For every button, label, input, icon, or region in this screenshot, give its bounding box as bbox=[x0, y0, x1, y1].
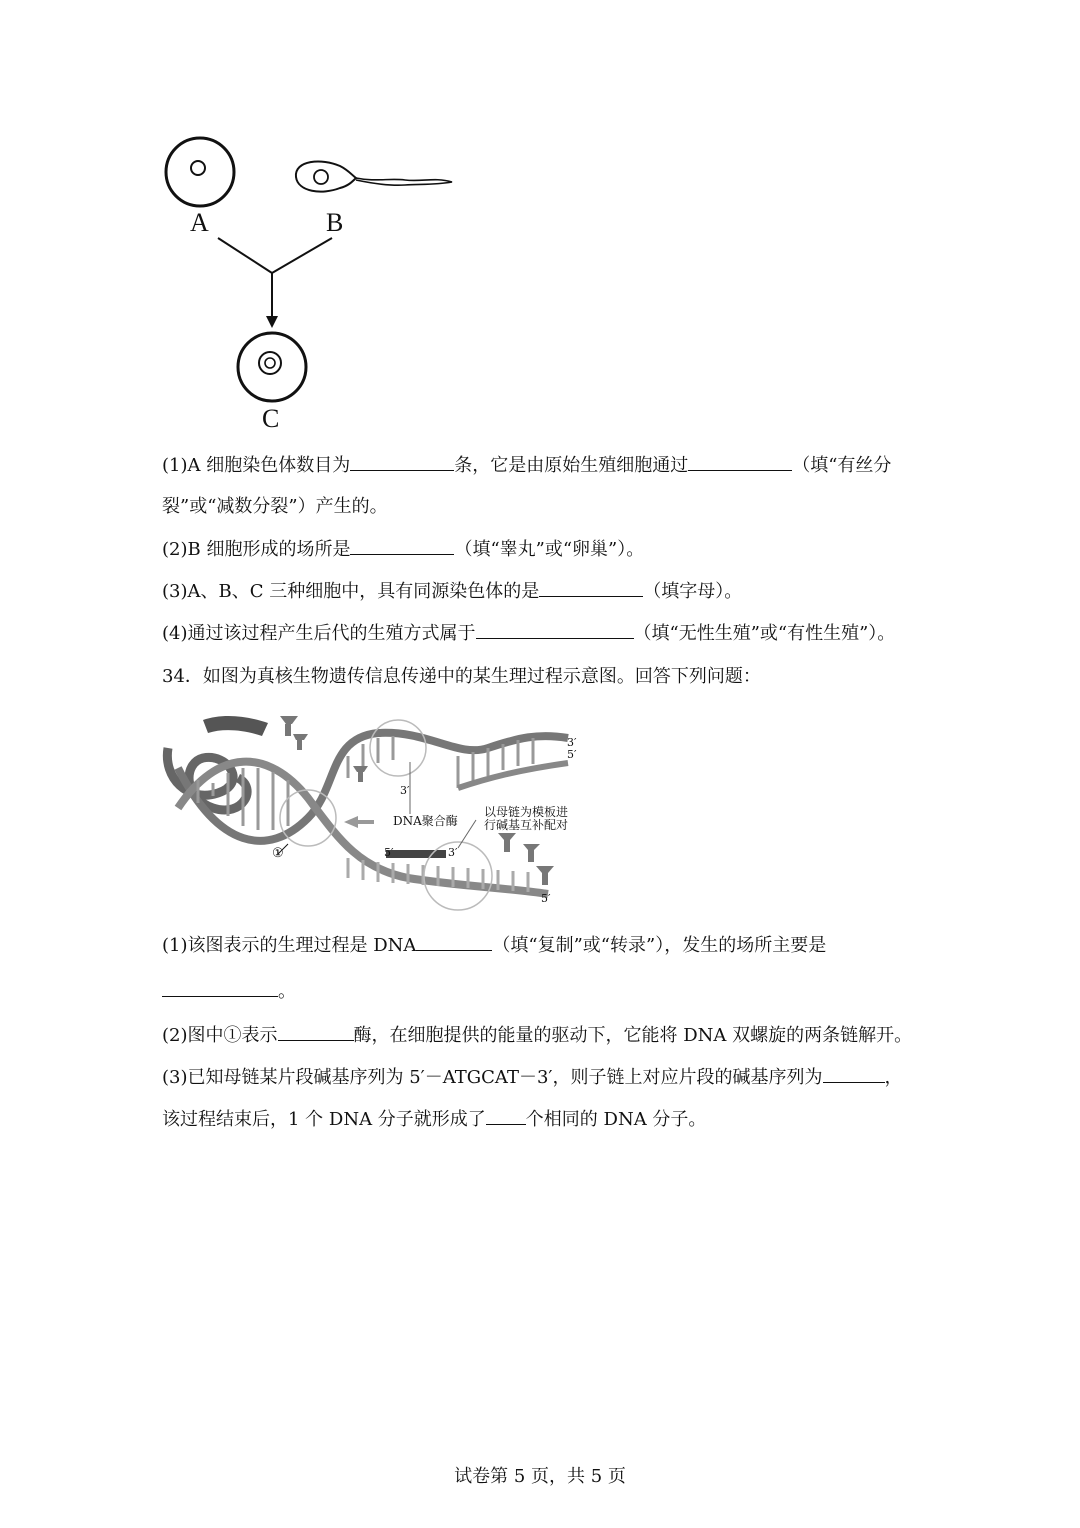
q33-part3: (3)A、B、C 三种细胞中，具有同源染色体的是 （填字母）。 bbox=[162, 578, 742, 605]
arrow-head bbox=[266, 316, 278, 328]
label-dna-polymerase: DNA聚合酶 bbox=[393, 814, 458, 828]
q34-part3-line2: 该过程结束后，1 个 DNA 分子就形成了 个相同的 DNA 分子。 bbox=[162, 1106, 706, 1133]
q33-part2: (2)B 细胞形成的场所是 （填“睾丸”或“卵巢”）。 bbox=[162, 536, 644, 563]
blank-b-location[interactable] bbox=[350, 536, 454, 555]
label-3prime-b: 3′ bbox=[400, 784, 410, 797]
q34-part1-line1: (1)该图表示的生理过程是 DNA （填“复制”或“转录”），发生的场所主要是 bbox=[162, 932, 826, 959]
label-5prime-b: 5′ bbox=[384, 846, 394, 859]
label-b: B bbox=[326, 208, 344, 237]
label-enzyme-1: ① bbox=[272, 846, 284, 861]
blank-process[interactable] bbox=[416, 932, 492, 951]
blank-location[interactable] bbox=[162, 978, 278, 997]
page-footer: 试卷第 5 页，共 5 页 bbox=[454, 1466, 626, 1487]
q33-part1-line2: 裂”或“减数分裂”）产生的。 bbox=[162, 496, 388, 517]
cell-c-nucleus-inner bbox=[265, 358, 275, 368]
blank-chromosome-count[interactable] bbox=[350, 452, 454, 471]
label-c: C bbox=[262, 404, 280, 433]
q34-stem: 34．如图为真核生物遗传信息传递中的某生理过程示意图。回答下列问题： bbox=[162, 666, 761, 687]
blank-reproduction-type[interactable] bbox=[476, 620, 634, 639]
q33-part1-line1: (1)A 细胞染色体数目为 条，它是由原始生殖细胞通过 （填“有丝分 bbox=[162, 452, 891, 479]
label-5prime-c: 5′ bbox=[541, 892, 551, 905]
blank-division-type[interactable] bbox=[688, 452, 792, 471]
cell-a bbox=[166, 138, 234, 206]
direction-arrow bbox=[344, 816, 374, 828]
blank-dna-count[interactable] bbox=[486, 1106, 526, 1125]
cell-b-tail bbox=[356, 178, 452, 185]
label-3prime-a: 3′ bbox=[567, 736, 577, 749]
blank-sequence[interactable] bbox=[823, 1064, 885, 1083]
label-template-pairing-2: 行碱基互补配对 bbox=[484, 818, 569, 832]
daughter-strand-lower bbox=[386, 850, 446, 858]
q33-part4: (4)通过该过程产生后代的生殖方式属于 （填“无性生殖”或“有性生殖”）。 bbox=[162, 620, 895, 647]
blank-enzyme[interactable] bbox=[278, 1022, 354, 1041]
cell-b-nucleus bbox=[314, 170, 328, 184]
q34-part3-line1: (3)已知母链某片段碱基序列为 5′－ATGCAT－3′，则子链上对应片段的碱基序列为 ， bbox=[162, 1064, 903, 1091]
label-a: A bbox=[190, 208, 209, 237]
cell-c-nucleus-outer bbox=[259, 352, 281, 374]
q34-part1-line2: 。 bbox=[162, 978, 296, 1005]
q34-part2: (2)图中①表示 酶，在细胞提供的能量的驱动下，它能将 DNA 双螺旋的两条链解开。 bbox=[162, 1022, 912, 1049]
fertilization-diagram bbox=[150, 130, 470, 435]
label-5prime-a: 5′ bbox=[567, 748, 577, 761]
cell-b bbox=[296, 161, 356, 191]
label-template-pairing-1: 以母链为模板进 bbox=[484, 805, 569, 819]
blank-homologous[interactable] bbox=[539, 578, 643, 597]
label-3prime-c: 3′ bbox=[448, 846, 458, 859]
cell-a-nucleus bbox=[191, 161, 205, 175]
